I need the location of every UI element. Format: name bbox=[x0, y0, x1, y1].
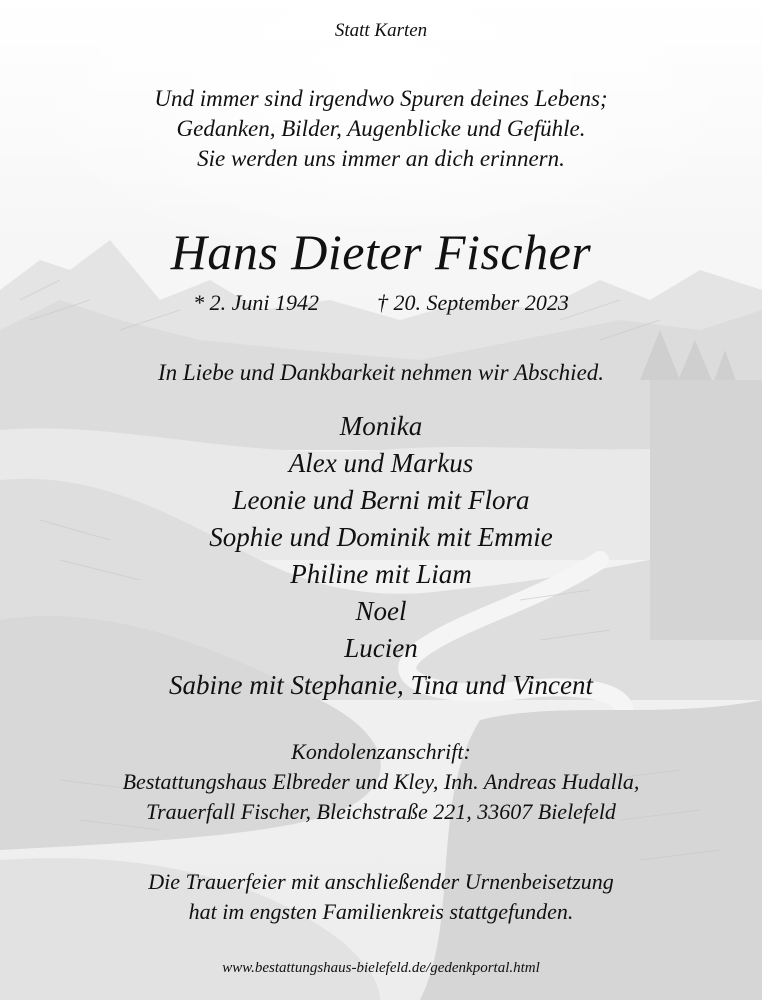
condolence-line: Bestattungshaus Elbreder und Kley, Inh. Andreas Hudalla, bbox=[122, 769, 640, 794]
mourner-line: Sophie und Dominik mit Emmie bbox=[209, 522, 553, 552]
ceremony-line: Die Trauerfeier mit anschließender Urnenbeisetzung bbox=[148, 869, 614, 894]
birth-date: * 2. Juni 1942 bbox=[193, 290, 320, 315]
condolence-line: Trauerfall Fischer, Bleichstraße 221, 33607 Bielefeld bbox=[146, 799, 616, 824]
mourner-line: Philine mit Liam bbox=[290, 559, 472, 589]
life-dates bbox=[0, 290, 762, 316]
mourner-line: Noel bbox=[355, 596, 407, 626]
mourner-line: Alex und Markus bbox=[288, 448, 474, 478]
mourner-line: Leonie und Berni mit Flora bbox=[232, 485, 530, 515]
mourners-list bbox=[0, 408, 762, 704]
ceremony-line: hat im engsten Familienkreis stattgefunden. bbox=[188, 899, 574, 924]
poem-line: Sie werden uns immer an dich erinnern. bbox=[197, 146, 565, 171]
mourner-line: Sabine mit Stephanie, Tina und Vincent bbox=[169, 670, 593, 700]
memorial-portal-url: www.bestattungshaus-bielefeld.de/gedenkportal.html bbox=[222, 960, 540, 976]
poem-line: Gedanken, Bilder, Augenblicke und Gefühle. bbox=[176, 116, 586, 141]
mourner-line: Lucien bbox=[344, 633, 418, 663]
poem-line: Und immer sind irgendwo Spuren deines Lebens; bbox=[154, 86, 608, 111]
memorial-poem bbox=[0, 84, 762, 174]
deceased-name: Hans Dieter Fischer bbox=[170, 224, 592, 280]
ceremony-notice bbox=[0, 867, 762, 927]
mourner-line: Monika bbox=[339, 411, 423, 441]
condolence-label: Kondolenzanschrift: bbox=[291, 739, 471, 764]
farewell-text: In Liebe und Dankbarkeit nehmen wir Abschied. bbox=[157, 360, 605, 385]
death-date: † 20. September 2023 bbox=[377, 290, 569, 315]
statt-karten-heading: Statt Karten bbox=[334, 20, 428, 41]
condolence-address bbox=[0, 737, 762, 827]
